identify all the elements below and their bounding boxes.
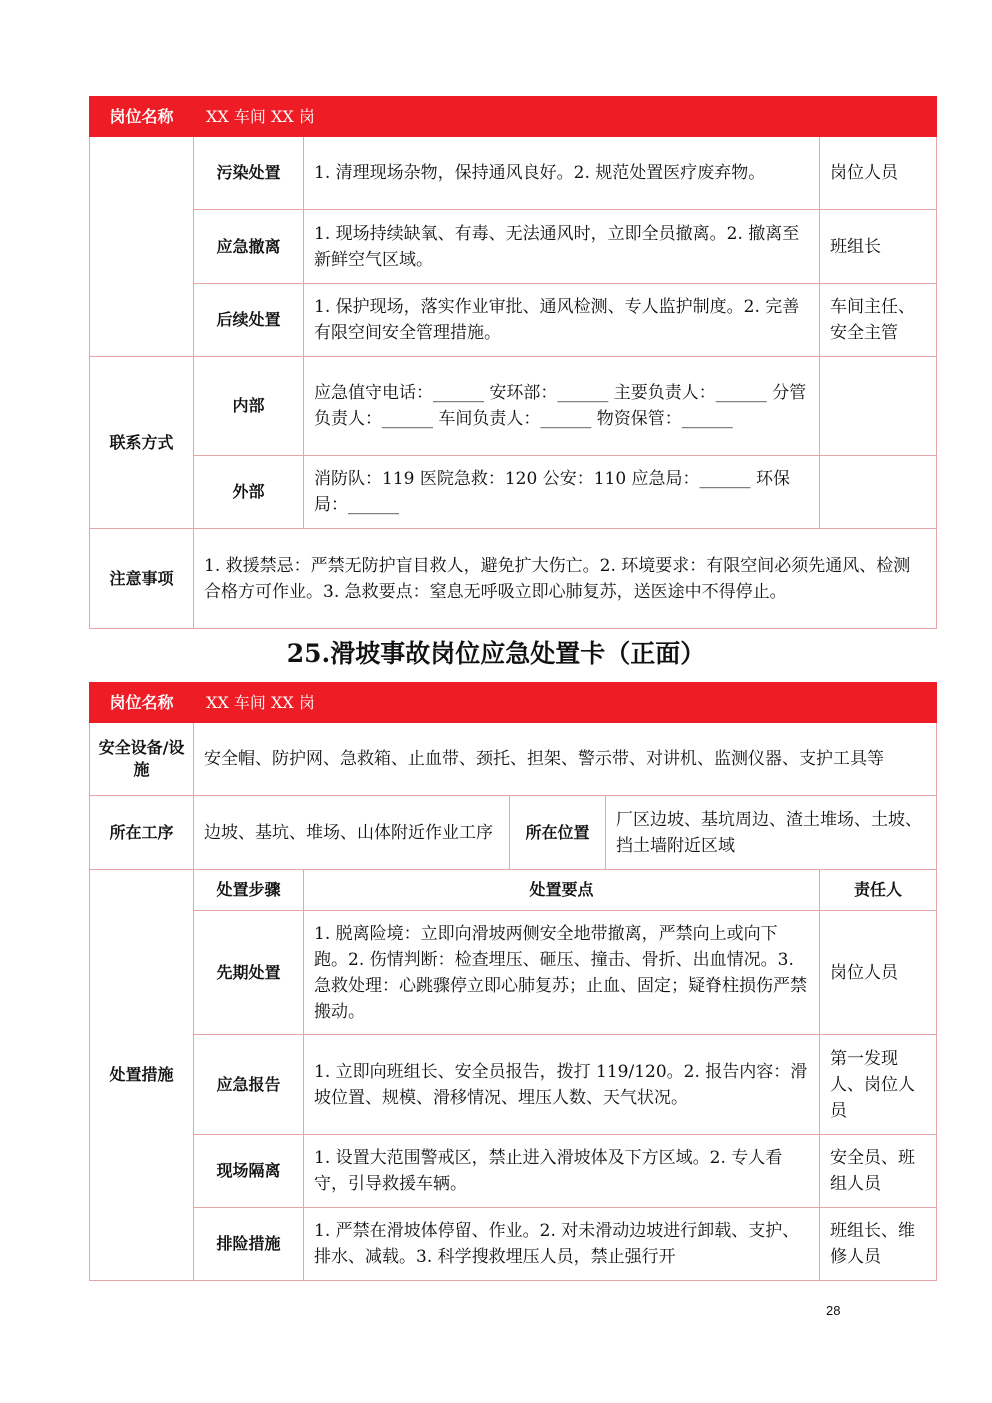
step-content: 1. 立即向班组长、安全员报告，拨打 119/120。2. 报告内容：滑坡位置、规模、滑移情况、埋压人数、天气状况。 — [304, 1035, 820, 1135]
location-label: 所在位置 — [510, 796, 606, 870]
step-person: 岗位人员 — [820, 911, 937, 1035]
step-content: 1. 清理现场杂物，保持通风良好。2. 规范处置医疗废弃物。 — [304, 137, 820, 210]
external-content: 消防队：119 医院急救：120 公安：110 应急局：______ 环保局：______ — [304, 456, 820, 529]
card-title: 25.滑坡事故岗位应急处置卡（正面） — [286, 639, 706, 668]
step-person: 岗位人员 — [820, 137, 937, 210]
table-row — [90, 870, 937, 911]
table-row — [90, 456, 937, 529]
measures-label: 处置措施 — [90, 870, 194, 1281]
table-header-row — [90, 683, 937, 723]
step-label: 应急报告 — [194, 1035, 304, 1135]
step-person: 安全员、班组人员 — [820, 1135, 937, 1208]
table-row — [90, 210, 937, 284]
table-row — [90, 137, 937, 210]
step-content: 1. 严禁在滑坡体停留、作业。2. 对未滑动边坡进行卸载、支护、排水、减载。3. 科学搜救埋压人员，禁止强行开 — [304, 1208, 820, 1281]
step-content: 1. 脱离险境：立即向滑坡两侧安全地带撤离，严禁向上或向下跑。2. 伤情判断：检查埋压、砸压、撞击、骨折、出血情况。3. 急救处理：心跳骤停立即心肺复苏；止血、固定；疑脊柱损伤严禁搬动。 — [304, 911, 820, 1035]
step-label: 后续处置 — [194, 284, 304, 357]
external-person-empty — [820, 456, 937, 529]
post-name-value: XX 车间 XX 岗 — [194, 97, 937, 137]
table-row — [90, 1135, 937, 1208]
step-label: 现场隔离 — [194, 1135, 304, 1208]
table-row — [90, 1208, 937, 1281]
table-row — [90, 284, 937, 357]
equipment-content: 安全帽、防护网、急救箱、止血带、颈托、担架、警示带、对讲机、监测仪器、支护工具等 — [194, 723, 937, 796]
notes-content: 1. 救援禁忌：严禁无防护盲目救人，避免扩大伤亡。2. 环境要求：有限空间必须先通风、检测合格方可作业。3. 急救要点：窒息无呼吸立即心肺复苏，送医途中不得停止。 — [194, 529, 937, 629]
step-content: 1. 设置大范围警戒区，禁止进入滑坡体及下方区域。2. 专人看守，引导救援车辆。 — [304, 1135, 820, 1208]
post-name-value: XX 车间 XX 岗 — [194, 683, 937, 723]
step-person: 车间主任、安全主管 — [820, 284, 937, 357]
step-person: 班组长、维修人员 — [820, 1208, 937, 1281]
table-row — [90, 723, 937, 796]
col-step-header: 处置步骤 — [194, 870, 304, 911]
table-header-row — [90, 97, 937, 137]
step-label: 污染处置 — [194, 137, 304, 210]
step-content: 1. 保护现场，落实作业审批、通风检测、专人监护制度。2. 完善有限空间安全管理措施。 — [304, 284, 820, 357]
col-points-header: 处置要点 — [304, 870, 820, 911]
external-label: 外部 — [194, 456, 304, 529]
table-row — [90, 796, 937, 870]
post-name-label: 岗位名称 — [90, 97, 194, 137]
contact-label: 联系方式 — [90, 357, 194, 529]
measures-label-empty — [90, 137, 194, 357]
step-label: 应急撤离 — [194, 210, 304, 284]
table-continuation — [89, 96, 937, 629]
post-name-label: 岗位名称 — [90, 683, 194, 723]
equipment-label: 安全设备/设施 — [90, 723, 194, 796]
table-row — [90, 1035, 937, 1135]
notes-label: 注意事项 — [90, 529, 194, 629]
page-number: 28 — [826, 1303, 841, 1318]
location-content: 厂区边坡、基坑周边、渣土堆场、土坡、挡土墙附近区域 — [606, 796, 937, 870]
process-label: 所在工序 — [90, 796, 194, 870]
internal-content: 应急值守电话：______ 安环部：______ 主要负责人：______ 分管负责人：______ 车间负责人：______ 物资保管：______ — [304, 357, 820, 456]
table-row — [90, 357, 937, 456]
col-person-header: 责任人 — [820, 870, 937, 911]
step-person: 班组长 — [820, 210, 937, 284]
step-label: 排险措施 — [194, 1208, 304, 1281]
step-label: 先期处置 — [194, 911, 304, 1035]
table-row — [90, 529, 937, 629]
table-landslide-card — [89, 682, 937, 1281]
step-person: 第一发现人、岗位人员 — [820, 1035, 937, 1135]
internal-label: 内部 — [194, 357, 304, 456]
internal-person-empty — [820, 357, 937, 456]
step-content: 1. 现场持续缺氧、有毒、无法通风时，立即全员撤离。2. 撤离至新鲜空气区域。 — [304, 210, 820, 284]
table-row — [90, 911, 937, 1035]
process-content: 边坡、基坑、堆场、山体附近作业工序 — [194, 796, 510, 870]
